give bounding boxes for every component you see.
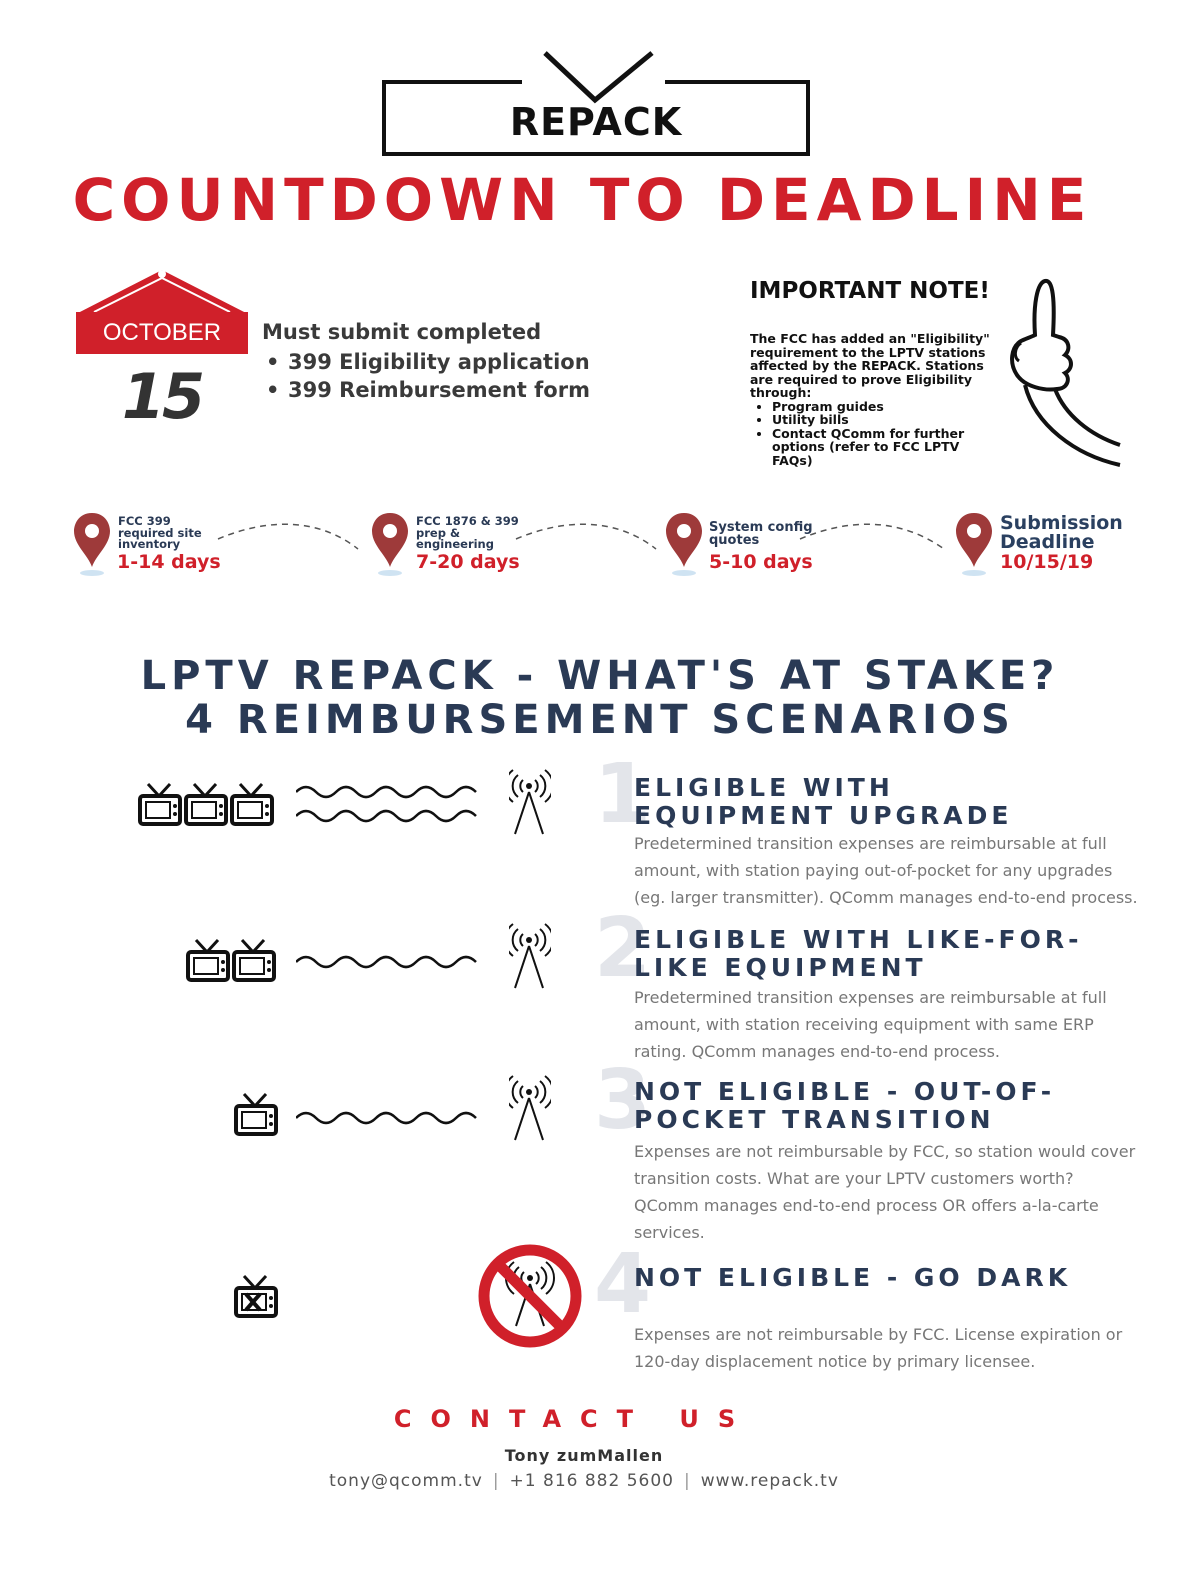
- scenario-description: [634, 984, 1194, 1065]
- scenario-text-line: Expenses are not reimbursable by FCC. License expiration or: [634, 1325, 1123, 1344]
- scenario-text-line: QComm manages end-to-end process OR offers a-la-carte: [634, 1196, 1099, 1215]
- note-item: • Utility bills: [772, 413, 1000, 427]
- tv-group-icon: [138, 780, 288, 830]
- broadcast-tower-icon: [509, 922, 551, 992]
- section-title-line: 4 REIMBURSEMENT SCENARIOS: [185, 697, 1015, 743]
- scenario-heading: [634, 926, 1082, 982]
- contact-email-link[interactable]: tony@qcomm.tv: [329, 1471, 483, 1491]
- timeline-days: 10/15/19: [1000, 551, 1094, 573]
- scenario-heading-line: EQUIPMENT UPGRADE: [634, 801, 1013, 830]
- submit-list: [262, 348, 590, 404]
- calendar-month: OCTOBER: [76, 312, 248, 354]
- location-pin-icon: [74, 513, 110, 576]
- scenario-text-line: amount, with station receiving equipment with same ERP: [634, 1015, 1094, 1034]
- timeline-days: 5-10 days: [709, 551, 813, 573]
- separator: |: [492, 1471, 500, 1491]
- pointing-hand-icon: [995, 275, 1125, 470]
- signal-wave-icon: [296, 1106, 486, 1130]
- calendar-day: 15: [121, 360, 203, 433]
- timeline-label: FCC 1876 & 399 prep & engineering: [416, 514, 519, 551]
- contact-web-link[interactable]: www.repack.tv: [700, 1471, 839, 1491]
- scenario-heading: [634, 1264, 1071, 1292]
- scenario-heading: [634, 1078, 1055, 1134]
- scenario-text-line: amount, with station paying out-of-pocket for any upgrades: [634, 861, 1113, 880]
- contact-title: CONTACT US: [393, 1405, 755, 1433]
- scenario-description: [634, 1138, 1194, 1246]
- page-title: COUNTDOWN TO DEADLINE: [72, 166, 1093, 234]
- tv-icon: [232, 1090, 282, 1140]
- scenario-text-line: services.: [634, 1223, 705, 1242]
- scenario-text-line: Expenses are not reimbursable by FCC, so station would cover: [634, 1142, 1136, 1161]
- contact-name: Tony zumMallen: [504, 1446, 664, 1465]
- calendar-hanger-icon: [76, 266, 248, 314]
- scenario-text-line: transition costs. What are your LPTV customers worth?: [634, 1169, 1074, 1188]
- no-broadcast-icon: [474, 1240, 586, 1352]
- location-pin-icon: [666, 513, 702, 576]
- scenario-heading-line: POCKET TRANSITION: [634, 1105, 995, 1134]
- scenario-number: 2: [594, 901, 652, 996]
- scenario-text-line: 120-day displacement notice by primary licensee.: [634, 1352, 1036, 1371]
- signal-wave-icon: [296, 780, 486, 830]
- scenario-heading-line: NOT ELIGIBLE - OUT-OF-: [634, 1077, 1056, 1106]
- contact-phone[interactable]: +1 816 882 5600: [509, 1471, 674, 1491]
- scenario-description: [634, 830, 1194, 911]
- location-pin-icon: [956, 513, 992, 576]
- scenario-heading: [634, 774, 1012, 830]
- logo-check-icon: [540, 48, 660, 108]
- logo-text: REPACK: [509, 100, 683, 144]
- broadcast-tower-icon: [509, 768, 551, 838]
- note-list: [750, 400, 1000, 468]
- tv-icon: [234, 940, 274, 980]
- note-body: [750, 332, 1000, 467]
- note-item: • Contact QComm for further options (refer to FCC LPTV FAQs): [772, 427, 1000, 468]
- scenario-heading-line: LIKE EQUIPMENT: [634, 953, 927, 982]
- section-title: [0, 654, 1200, 742]
- scenario-heading-line: ELIGIBLE WITH LIKE-FOR-: [634, 925, 1083, 954]
- broadcast-tower-icon: [509, 1074, 551, 1144]
- timeline-days: 1-14 days: [117, 551, 221, 573]
- signal-wave-icon: [296, 950, 486, 974]
- tv-icon: [188, 940, 228, 980]
- tv-group-icon: [186, 936, 286, 986]
- scenario-number: 3: [594, 1053, 652, 1148]
- scenario-description: [634, 1321, 1194, 1375]
- timeline-label: System config quotes: [709, 520, 813, 548]
- note-text: The FCC has added an "Eligibility" requirement to the LPTV stations affected by the REPACK. Stations are required to prove Eligibility through:: [750, 331, 990, 400]
- tv-icon: [140, 784, 180, 824]
- scenario-heading-line: ELIGIBLE WITH: [634, 773, 894, 802]
- location-pin-icon: [372, 513, 408, 576]
- broken-tv-icon: [232, 1272, 282, 1322]
- section-title-line: LPTV REPACK - WHAT'S AT STAKE?: [140, 653, 1060, 699]
- note-title: IMPORTANT NOTE!: [750, 278, 990, 304]
- scenario-number: 1: [594, 747, 652, 842]
- timeline-label: FCC 399 required site inventory: [118, 514, 202, 551]
- scenario-text-line: (eg. larger transmitter). QComm manages end-to-end process.: [634, 888, 1138, 907]
- scenario-text-line: Predetermined transition expenses are reimbursable at full: [634, 988, 1107, 1007]
- submit-item: • 399 Eligibility application: [262, 348, 590, 376]
- scenario-heading-line: NOT ELIGIBLE - GO DARK: [634, 1263, 1072, 1292]
- submit-item: • 399 Reimbursement form: [262, 376, 590, 404]
- timeline-days: 7-20 days: [416, 551, 520, 573]
- scenario-text-line: rating. QComm manages end-to-end process.: [634, 1042, 1000, 1061]
- scenario-text-line: Predetermined transition expenses are reimbursable at full: [634, 834, 1107, 853]
- tv-icon: [232, 784, 272, 824]
- timeline-label: Submission Deadline: [1000, 512, 1123, 553]
- tv-icon: [186, 784, 226, 824]
- contact-details: [0, 1471, 1168, 1491]
- note-item: • Program guides: [772, 400, 1000, 414]
- scenario-number: 4: [594, 1237, 652, 1332]
- separator: |: [683, 1471, 691, 1491]
- submit-heading: Must submit completed: [262, 320, 542, 344]
